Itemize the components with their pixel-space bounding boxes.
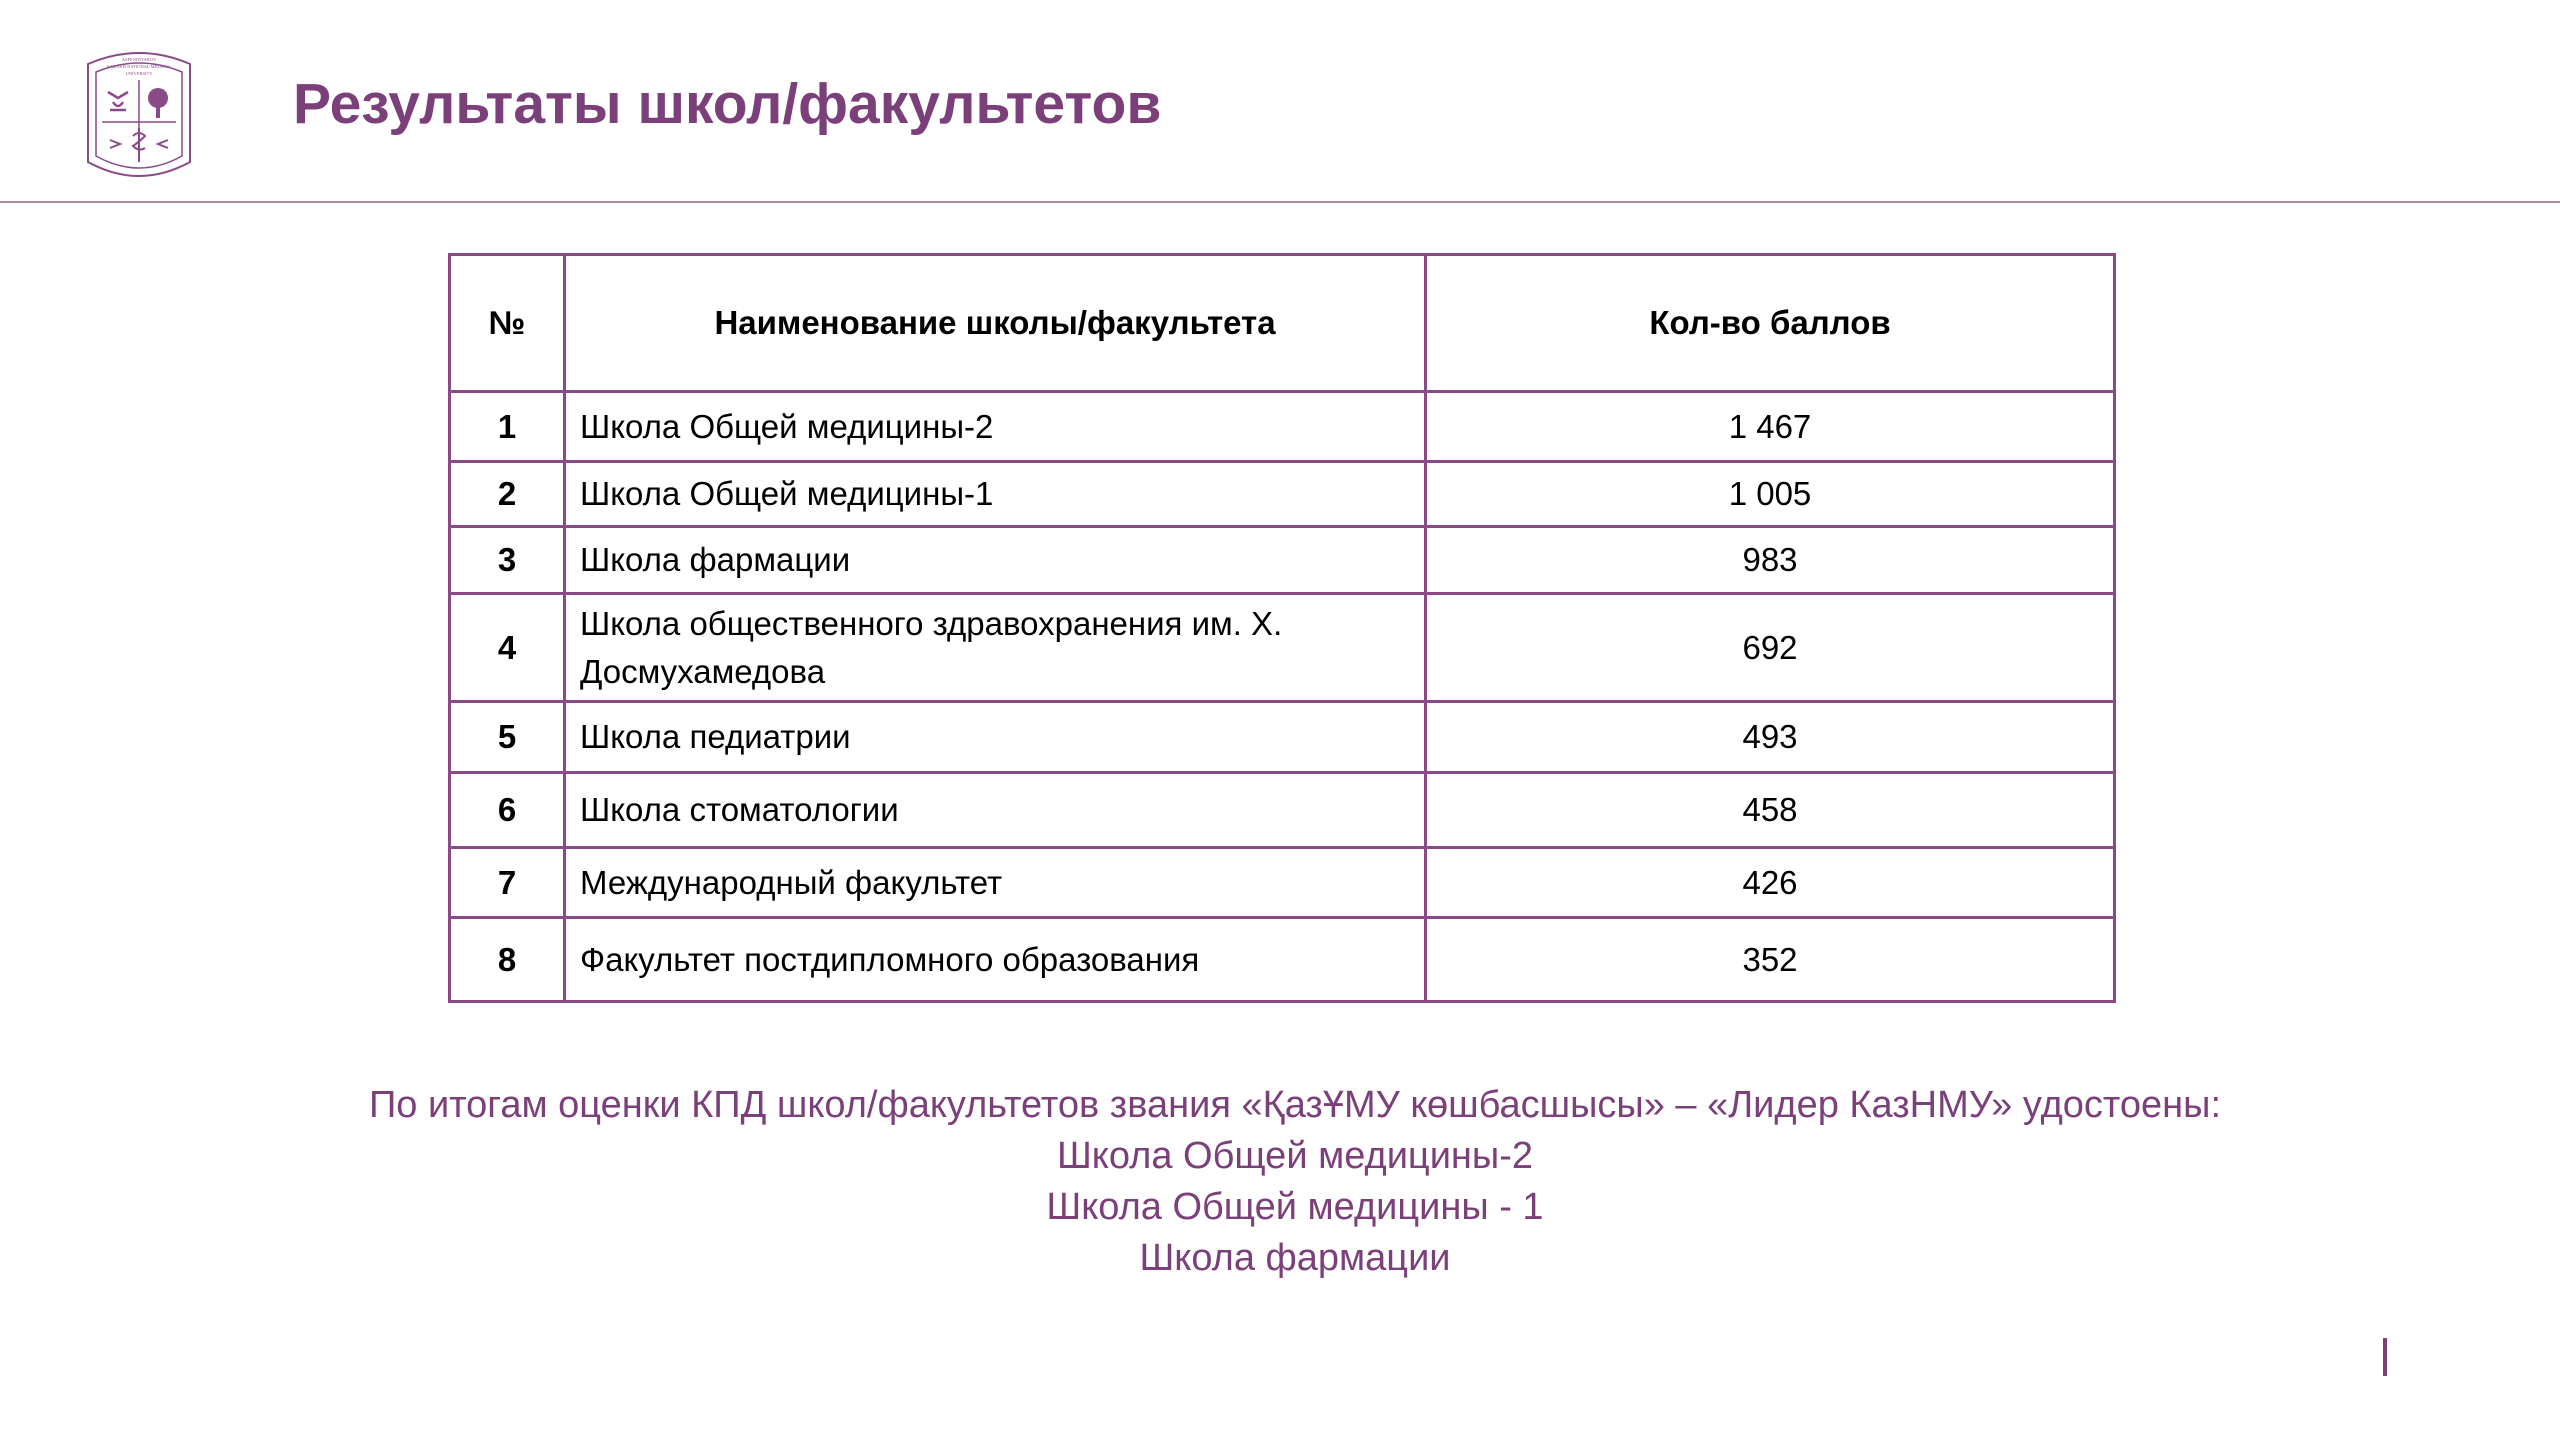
summary-leader-1: Школа Общей медицины-2 (1056, 1135, 1534, 1177)
table-row (450, 918, 2115, 1002)
row-number: 6 (450, 773, 565, 848)
logo-text-top: ASFENDIYAROV (121, 57, 157, 62)
row-score: 983 (1426, 527, 2115, 594)
table-row (450, 773, 2115, 848)
row-score: 692 (1426, 594, 2115, 702)
row-name: Школа общественного здравохранения им. Х. Досмухамедова (565, 594, 1426, 702)
row-name: Школа стоматологии (565, 773, 1426, 848)
row-score: 1 467 (1426, 392, 2115, 462)
leaders-summary (0, 1080, 2560, 1284)
summary-intro: По итогам оценки КПД школ/факультетов звания «ҚазҰМУ көшбасшысы» – «Лидер КазНМУ» удостоены: (368, 1084, 2222, 1126)
column-header-score: Кол-во баллов (1426, 255, 2115, 392)
logo-text-mid: KAZAKH NATIONAL MEDICAL (106, 64, 172, 69)
row-score: 426 (1426, 848, 2115, 918)
row-name: Школа педиатрии (565, 702, 1426, 773)
page-marker (2383, 1338, 2387, 1376)
table-header-row (450, 255, 2115, 392)
table-row (450, 392, 2115, 462)
table-row (450, 527, 2115, 594)
row-name: Международный факультет (565, 848, 1426, 918)
row-name: Школа Общей медицины-2 (565, 392, 1426, 462)
logo-text-bot: UNIVERSITY (125, 71, 153, 76)
row-number: 2 (450, 462, 565, 527)
header-divider (0, 201, 2560, 203)
row-name: Школа фармации (565, 527, 1426, 594)
page-title: Результаты школ/факультетов (293, 72, 1162, 136)
table-row (450, 702, 2115, 773)
column-header-number: № (450, 255, 565, 392)
row-number: 7 (450, 848, 565, 918)
row-score: 458 (1426, 773, 2115, 848)
row-number: 8 (450, 918, 565, 1002)
row-number: 3 (450, 527, 565, 594)
row-number: 4 (450, 594, 565, 702)
row-score: 352 (1426, 918, 2115, 1002)
summary-leader-3: Школа фармации (1139, 1237, 1451, 1279)
row-number: 1 (450, 392, 565, 462)
row-name: Школа Общей медицины-1 (565, 462, 1426, 527)
table-row (450, 594, 2115, 702)
row-number: 5 (450, 702, 565, 773)
table-row (450, 848, 2115, 918)
column-header-name: Наименование школы/факультета (565, 255, 1426, 392)
row-score: 493 (1426, 702, 2115, 773)
summary-leader-2: Школа Общей медицины - 1 (1046, 1186, 1544, 1228)
row-name: Факультет постдипломного образования (565, 918, 1426, 1002)
university-logo (80, 44, 198, 184)
results-table (448, 253, 2116, 1003)
row-score: 1 005 (1426, 462, 2115, 527)
table-row (450, 462, 2115, 527)
